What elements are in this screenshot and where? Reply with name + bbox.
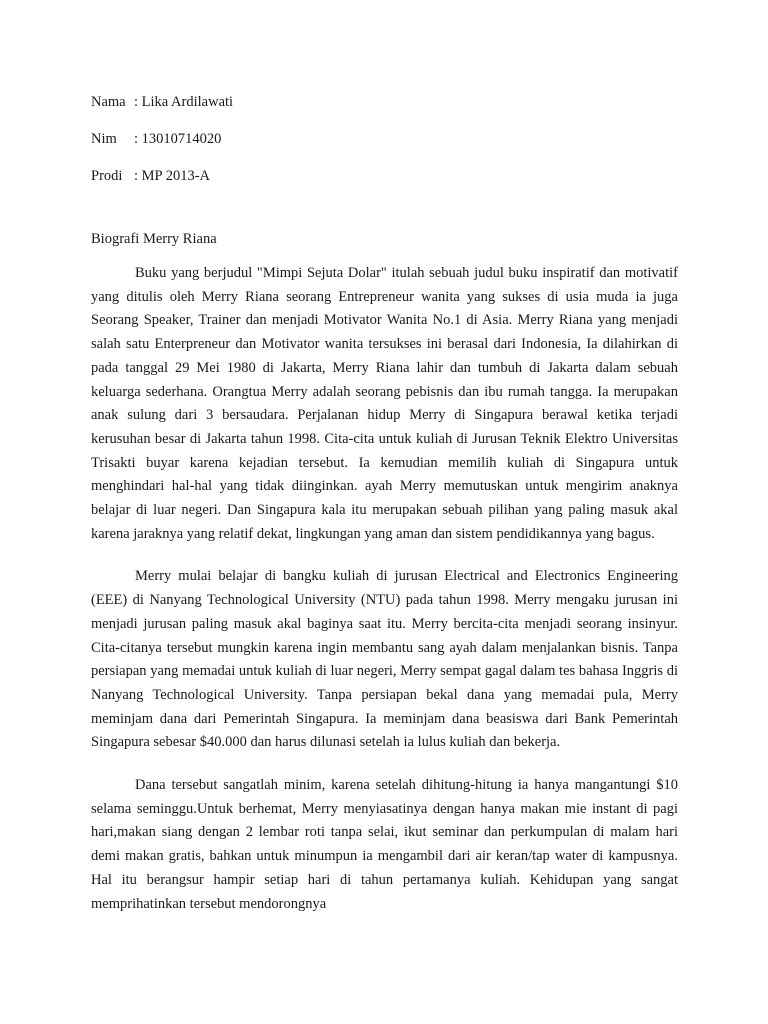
paragraph-1: Buku yang berjudul "Mimpi Sejuta Dolar" itulah sebuah judul buku inspiratif dan motivatif yang ditulis oleh Merry Riana seorang Entrepreneur wanita yang sukses di usia muda ia juga Seorang Speaker, Trainer dan menjadi Motivator Wanita No.1 di Asia. Merry Riana yang menjadi salah satu Enterpreneur dan Motivator wanita tersukses ini berasal dari Indonesia, Ia dilahirkan di pada tanggal 29 Mei 1980 di Jakarta, Merry Riana lahir dan tumbuh di Jakarta dalam sebuah keluarga sederhana. Orangtua Merry adalah seorang pebisnis dan ibu rumah tangga. Ia merupakan anak sulung dari 3 bersaudara. Perjalanan hidup Merry di Singapura berawal ketika terjadi kerusuhan besar di Jakarta tahun 1998. Cita-cita untuk kuliah di Jurusan Teknik Elektro Universitas Trisakti buyar karena kejadian tersebut. Ia kemudian memilih kuliah di Singapura untuk menghindari hal-hal yang tidak diinginkan. ayah Merry memutuskan untuk mengirim anaknya belajar di luar negeri. Dan Singapura kala itu merupakan sebuah pilihan yang paling masuk akal karena jaraknya yang relatif dekat, lingkungan yang aman dan sistem pendidikannya yang bagus. xyxy=(91,265,678,542)
paragraph-3: Dana tersebut sangatlah minim, karena setelah dihitung-hitung ia hanya mangantungi $10 selama seminggu.Untuk berhemat, Merry menyiasatinya dengan hanya makan mie instant di pagi hari,makan siang dengan 2 lembar roti tanpa selai, ikut seminar dan perkumpulan di malam hari demi makan gratis, bahkan untuk minumpun ia mengambil dari air keran/tap water di kampusnya. Hal itu berangsur hampir setiap hari di tahun pertamanya kuliah. Kehidupan yang sangat memprihatinkan tersebut mendorongnya xyxy=(91,777,678,912)
document-title: Biografi Merry Riana xyxy=(91,231,217,247)
paragraph-2: Merry mulai belajar di bangku kuliah di jurusan Electrical and Electronics Engineering (EEE) di Nanyang Technological University (NTU) pada tahun 1998. Merry mengaku jurusan ini menjadi jurusan paling masuk akal baginya saat itu. Merry bercita-cita menjadi seorang insinyur. Cita-citanya tersebut mungkin karena ingin membantu sang ayah dalam menjalankan bisnis. Tanpa persiapan yang memadai untuk kuliah di luar negeri, Merry sempat gagal dalam tes bahasa Inggris di Nanyang Technological University. Tanpa persiapan bekal dana yang memadai pula, Merry meminjam dana dari Pemerintah Singapura. Ia meminjam dana beasiswa dari Bank Pemerintah Singapura sebesar $40.000 dan harus dilunasi setelah ia lulus kuliah dan bekerja. xyxy=(91,568,678,751)
student-name-row xyxy=(91,93,233,111)
prodi-label: Prodi xyxy=(91,168,123,184)
prodi-value: : MP 2013-A xyxy=(134,168,210,184)
student-prodi-row xyxy=(91,167,210,185)
nim-value: : 13010714020 xyxy=(134,131,222,147)
name-label: Nama xyxy=(91,94,126,110)
name-value: : Lika Ardilawati xyxy=(134,94,234,110)
nim-label: Nim xyxy=(91,131,117,147)
document-body xyxy=(91,262,678,935)
student-nim-row xyxy=(91,130,221,148)
